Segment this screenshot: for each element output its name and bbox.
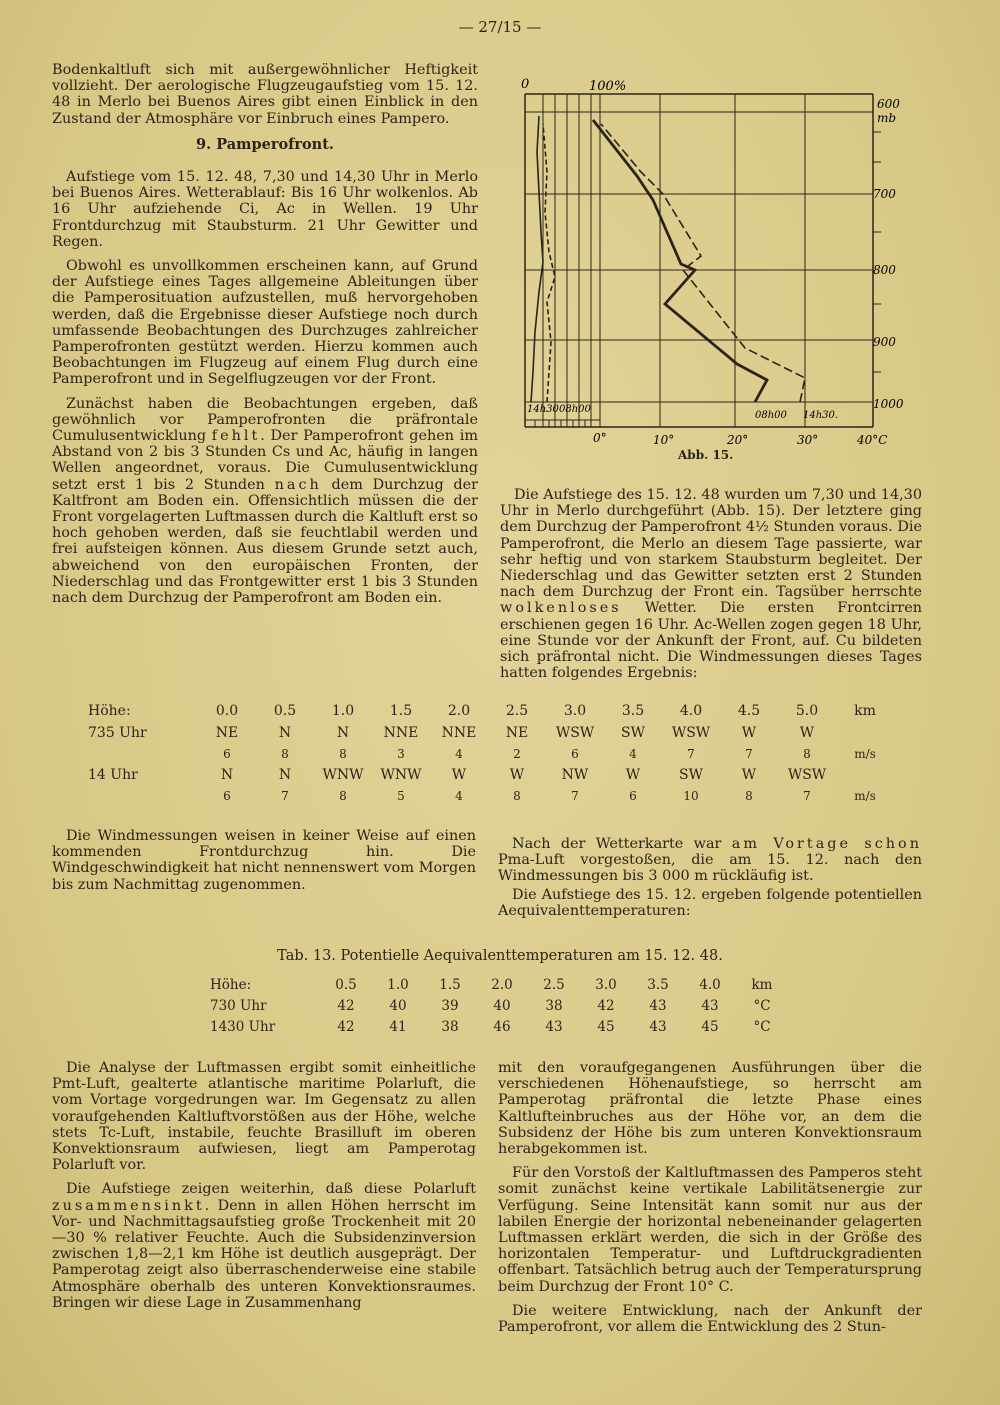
cell: N (220, 767, 234, 783)
cell: 0.0 (215, 703, 239, 719)
cell: 38 (545, 997, 563, 1014)
paragraph-wind-summary: Die Windmessungen weisen in keiner Weise auf einen kommenden Frontdurchzug hin. Die Windgeschwindigkeit hat nicht nennenswert vom Morgen bis zum Nachmittag zugenommen. (52, 828, 476, 893)
cell: 3.5 (647, 976, 669, 993)
unit-cell: km (751, 976, 773, 993)
curve-label-0800-left: 08h00 (559, 404, 591, 415)
cell: 6 (571, 747, 579, 761)
cell: 8 (513, 789, 521, 803)
cell: 38 (441, 1018, 459, 1035)
cell: 7 (745, 747, 753, 761)
wind-afternoon-dir-row (88, 764, 894, 786)
cell: 1.0 (331, 703, 355, 719)
cell: 4.0 (679, 703, 703, 719)
curve-label-0800-right: 08h00 (755, 410, 787, 421)
right-column (500, 487, 922, 689)
text-run: . Denn in allen Höhen herrscht im Vor- und Nachmittagsaufstieg große Trockenheit mit 20—30 % relativer Feuchte. Auch die Subsidenzinversion zwischen 1,8—2,1 km Höhe ist deutlich ausgeprägt. Der Pamperotag zeigt also überraschenderweise eine stabile Atmosphäre oberhalb des unteren Konvektionsraumes. Bringen wir diese Lage in Zusammenhang (52, 1197, 476, 1311)
diagram-grid (525, 94, 873, 427)
temp-label-40: 40°C (857, 433, 888, 447)
text-run: Pma-Luft vorgestoßen, die am 15. 12. nach den Windmessungen bis 3 000 m rückläufig ist. (498, 852, 922, 885)
table13-row-1430 (210, 1016, 788, 1037)
bottom-left-column (52, 1060, 476, 1319)
cell: 45 (597, 1018, 615, 1035)
cell (88, 744, 198, 764)
paragraph-cumulus (52, 396, 478, 607)
cell: 2.0 (447, 703, 471, 719)
cell: NE (505, 725, 529, 741)
cell: 2 (513, 747, 521, 761)
cell: 8 (339, 747, 347, 761)
cell: WSW (787, 767, 827, 783)
cell: 7 (571, 789, 579, 803)
cell: 43 (649, 1018, 667, 1035)
cell: W (741, 767, 757, 783)
cell: 6 (223, 789, 231, 803)
table13-title: Tab. 13. Potentielle Aequivalenttemperaturen am 15. 12. 48. (277, 948, 723, 964)
text-run: Die Aufstiege des 15. 12. 48 wurden um 7,30 und 14,30 Uhr in Merlo durchgeführt (Abb. 15). Der letztere ging dem Durchzug der Pamperofront 4½ Stunden voraus. Die Pamperofront, die Merlo an diesem Tage passierte, war sehr heftig und von starkem Staubsturm begleitet. Der Niederschlag und das Gewitter setzten erst 2 Stunden nach dem Durchzug der Front ein. Tagsüber herrschte (500, 487, 922, 601)
cell: 4 (629, 747, 637, 761)
cell: 5.0 (795, 703, 819, 719)
cell: 8 (745, 789, 753, 803)
bottom-right-column (498, 1060, 922, 1343)
wind-morning-speed-row (88, 744, 894, 764)
spaced-word: nach (274, 476, 322, 493)
cell: 1.0 (387, 976, 409, 993)
cell: 7 (687, 747, 695, 761)
pressure-label-1000: 1000 (873, 397, 904, 411)
cell (88, 786, 198, 806)
cell: 42 (337, 997, 355, 1014)
pressure-label-mb: mb (877, 111, 897, 125)
cell: N (278, 725, 292, 741)
cell: 40 (389, 997, 407, 1014)
cell (836, 722, 894, 744)
cell: 8 (281, 747, 289, 761)
mid-left-text (52, 828, 476, 901)
cell: 4 (455, 747, 463, 761)
axis-label-0: 0 (521, 77, 530, 92)
paragraph-analysis: Die Analyse der Luftmassen ergibt somit einheitliche Pmt-Luft, gealterte atlantische maritime Polarluft, die vom Vortage vorgedrungen war. Im Gegensatz zu allen voraufgehenden Kaltluftvorstößen aus der Höhe, welche stets Tc-Luft, instabile, feuchte Brasilluft im oberen Konvektionsraum aufwiesen, liegt am Pamperotag Polarluft vor. (52, 1060, 476, 1174)
cell: 1.5 (439, 976, 461, 993)
paragraph-weather-map (498, 836, 922, 885)
spaced-word: fehlt (211, 428, 261, 445)
temp-label-10: 10° (653, 433, 675, 447)
cell: 3.0 (595, 976, 617, 993)
table13-row-0730 (210, 995, 788, 1016)
cell: 10 (683, 789, 699, 803)
cell: W (799, 725, 815, 741)
cell: 39 (441, 997, 459, 1014)
text-run: Zunächst haben die Beobachtungen ergeben, daß gewöhnlich vor Pamperofronten die präfrontale Cumulusentwicklung (52, 395, 478, 445)
paragraph-continuation: mit den voraufgegangenen Ausführungen über die verschiedenen Höhenaufstiege, so herrscht am Pamperotag präfrontal die letzte Phase eines Kaltlufteinbruches aus der Höhe vor, an dem die Subsidenz der Höhe bis zum unteren Konvektionsraum herabgekommen ist. (498, 1060, 922, 1158)
curve-label-1430-right: 14h30. (803, 410, 839, 421)
curve-label-1430-left: 14h30 (527, 404, 559, 415)
cell: W (451, 767, 467, 783)
cell: W (509, 767, 525, 783)
cell: 7 (803, 789, 811, 803)
cell: NW (561, 767, 589, 783)
paragraph-merlo (500, 487, 922, 681)
text-run: . Der Pamperofront gehen im Abstand von 2 bis 3 Stunden Cs und Ac, häufig in langen Wellen angeordnet, voraus. Die Cumulusentwicklung setzt erst 1 bis 2 Stunden (52, 428, 478, 493)
cell: 3.5 (621, 703, 645, 719)
scale-ticks (535, 132, 881, 427)
cell: 6 (223, 747, 231, 761)
cell: WSW (671, 725, 711, 741)
paragraph-observations: Obwohl es unvollkommen erscheinen kann, auf Grund der Aufstiege eines Tages allgemeine Ableitungen über die Pamperosituation aufzustellen, muß hervorgehoben werden, daß die Ergebnisse dieser Aufstiege noch durch umfassende Beobachtungen des Durchzuges zahlreicher Pamperofronten gestützt werden. Hierzu kommen auch Beobachtungen im Flugzeug auf einem Flug durch eine Pamperofront und in Segelflugzeugen vor der Front. (52, 258, 478, 388)
cell: WNW (322, 767, 364, 783)
temperature-curves (593, 120, 805, 402)
cell: SW (621, 725, 645, 741)
cell: 7 (281, 789, 289, 803)
paragraph-subsidence (52, 1181, 476, 1311)
paragraph-advance: Für den Vorstoß der Kaltluftmassen des Pamperos steht somit zunächst keine vertikale Labilitätsenergie zur Verfügung. Seine Intensität kann somit nur aus der labilen Energie der horizontal nebeneinander gelagerten Luftmassen erklärt werden, die sich in der Größe des horizontalen Temperatur- und Luftdruckgradienten offenbart. Tatsächlich betrug auch der Temperatursprung beim Durchzug der Front 10° C. (498, 1165, 922, 1295)
paragraph-development: Die weitere Entwicklung, nach der Ankunft der Pamperofront, vor allem die Entwicklung des 2 Stun- (498, 1302, 922, 1336)
cell: W (741, 725, 757, 741)
cell: 8 (339, 789, 347, 803)
intro-paragraph: Bodenkaltluft sich mit außergewöhnlicher Heftigkeit vollzieht. Der aerologische Flugzeugaufstieg vom 15. 12. 48 in Merlo bei Buenos Aires gibt einen Einblick in den Zustand der Atmosphäre vor Einbruch eines Pampero. (52, 62, 478, 127)
cell: 43 (545, 1018, 563, 1035)
mid-right-text (498, 836, 922, 927)
cell: 4.0 (699, 976, 721, 993)
table13-hoehe-label: Höhe: (210, 976, 252, 993)
sounding-diagram (505, 72, 925, 452)
cell: SW (679, 767, 703, 783)
temp-label-30: 30° (797, 433, 819, 447)
cell: 41 (389, 1018, 407, 1035)
diagram-frame (525, 94, 873, 427)
page-number: — 27/15 — (458, 18, 542, 36)
wind-hoehe-label: Höhe: (88, 703, 131, 719)
left-column (52, 62, 478, 614)
spaced-word: wolkenloses (500, 600, 622, 617)
cell: NE (215, 725, 239, 741)
paragraph-aequivalent: Die Aufstiege des 15. 12. ergeben folgende potentiellen Aequivalenttemperaturen: (498, 886, 922, 919)
cell: 45 (701, 1018, 719, 1035)
text-run: Die Aufstiege zeigen weiterhin, daß diese Polarluft (66, 1181, 476, 1198)
cell: 4.5 (737, 703, 761, 719)
cell: 3.0 (563, 703, 587, 719)
unit-cell: m/s (854, 789, 876, 803)
wind-table (88, 700, 894, 806)
cell: 8 (803, 747, 811, 761)
section-heading: 9. Pamperofront. (196, 135, 334, 153)
cell: 46 (493, 1018, 511, 1035)
pressure-label-600: 600 (877, 97, 900, 111)
unit-cell: m/s (854, 747, 876, 761)
cell: 43 (701, 997, 719, 1014)
humidity-curve-0800 (531, 116, 543, 402)
pressure-label-800: 800 (873, 263, 896, 277)
wind-heights-row (88, 700, 894, 722)
temp-curve-1430 (601, 124, 805, 402)
paragraph-ascents: Aufstiege vom 15. 12. 48, 7,30 und 14,30 Uhr in Merlo bei Buenos Aires. Wetterablauf: Bis 16 Uhr wolkenlos. Ab 16 Uhr aufziehende Ci, Ac in Wellen. 19 Uhr Frontdurchzug mit Staubsturm. 21 Uhr Gewitter und Regen. (52, 169, 478, 250)
cell: 1.5 (389, 703, 413, 719)
unit-cell: °C (753, 997, 771, 1014)
cell: 42 (337, 1018, 355, 1035)
cell: 0.5 (335, 976, 357, 993)
unit-cell: km (854, 703, 876, 719)
cell: W (625, 767, 641, 783)
cell: N (336, 725, 350, 741)
cell: 5 (397, 789, 405, 803)
cell: 2.5 (505, 703, 529, 719)
table13-row2-label: 1430 Uhr (210, 1018, 276, 1035)
table13 (210, 974, 788, 1037)
temp-label-0: 0° (593, 431, 607, 445)
pressure-label-900: 900 (873, 335, 896, 349)
spaced-word: zusammensinkt (52, 1197, 205, 1214)
cell: 2.5 (543, 976, 565, 993)
text-run: dem Durchzug der Kaltfront am Boden ein. Offensichtlich müssen die der Front vorgelagerten Luftmassen durch die Kaltluft erst so hoch gehoben werden, daß sie feuchtlabil werden und frei aufsteigen können. Aus diesem Grunde setzt auch, abweichend von den europäischen Fronten, der Niederschlag und das Frontgewitter erst 1 bis 3 Stunden nach dem Durchzug der Pamperofront am Boden ein. (52, 476, 479, 607)
cell: NNE (383, 725, 419, 741)
cell: 2.0 (491, 976, 513, 993)
wind-afternoon-label: 14 Uhr (88, 767, 138, 783)
table13-heights-row (210, 974, 788, 995)
cell: N (278, 767, 292, 783)
cell: 43 (649, 997, 667, 1014)
wind-morning-dir-row (88, 722, 894, 744)
text-run: Wetter. Die ersten Frontcirren erschienen gegen 16 Uhr. Ac-Wellen zogen gegen 18 Uhr, eine Stunde vor der Ankunft der Front, auf. Cu bildeten sich präfrontal nicht. Die Windmessungen dieses Tages hatten folgendes Ergebnis: (500, 600, 922, 682)
cell: 40 (493, 997, 511, 1014)
temp-label-20: 20° (727, 433, 749, 447)
humidity-curve-1430 (543, 124, 555, 402)
cell: 4 (455, 789, 463, 803)
temp-curve-0800 (593, 120, 767, 402)
table13-row1-label: 730 Uhr (210, 997, 267, 1014)
cell: NNE (441, 725, 477, 741)
wind-afternoon-speed-row (88, 786, 894, 806)
spaced-word: am Vortage schon (731, 836, 922, 852)
text-run: Nach der Wetterkarte war (512, 836, 732, 852)
axis-label-100pct: 100% (589, 79, 627, 94)
wind-morning-label: 735 Uhr (88, 725, 147, 741)
cell: WSW (555, 725, 595, 741)
figure-caption: Abb. 15. (678, 448, 734, 462)
cell (836, 764, 894, 786)
cell: 0.5 (273, 703, 297, 719)
cell: WNW (380, 767, 422, 783)
cell: 3 (397, 747, 405, 761)
unit-cell: °C (753, 1018, 771, 1035)
cell: 6 (629, 789, 637, 803)
pressure-label-700: 700 (873, 187, 896, 201)
cell: 42 (597, 997, 615, 1014)
